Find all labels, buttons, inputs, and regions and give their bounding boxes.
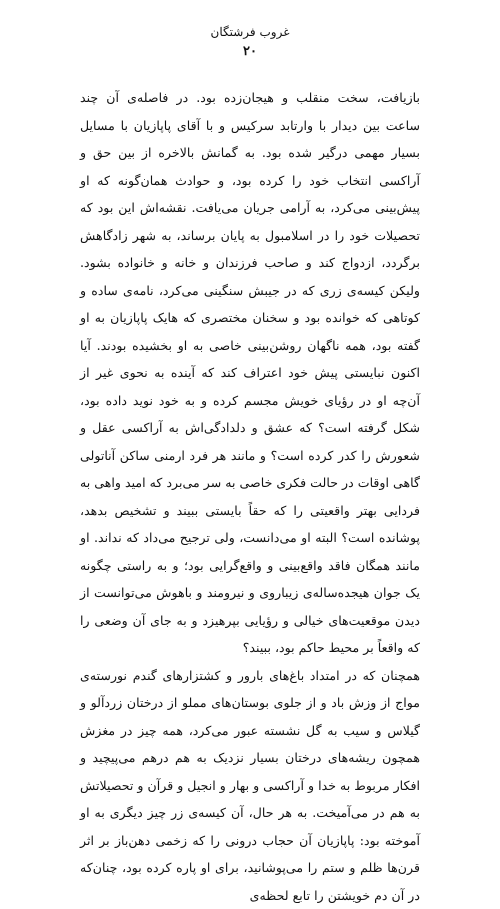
body-text <box>80 84 420 909</box>
paragraph: بازیافت، سخت منقلب و هیجان‌زده بود. در فاصله‌ی آن چند ساعت بین دیدار با وارتابد سرکیس و با آقای پاپازیان با مسایل بسیار مهمی درگیر شده بود. به گمانش بالاخره از بین حق و آراکسی انتخاب خود را کرده بود، و حوادث همان‌گونه که او پیش‌بینی می‌کرد، به آرامی جریان می‌یافت. نقشه‌اش این بود که تحصیلات خود را در اسلامبول به پایان برساند، به شهر زادگاهش برگردد، ازدواج کند و صاحب فرزندان و خانه و خانواده بشود. ولیکن کیسه‌ی زری که در جیبش سنگینی می‌کرد، نامه‌ی ساده و کوتاهی که خوانده بود و سخنان مختصری که هایک پاپازیان به او گفته بود، همه ناگهان روشن‌بینی خاصی به او بخشیده بودند. آیا اکنون نبایستی پیش خود اعتراف کند که آینده به نحوی غیر از آن‌چه او در رؤیای خویش مجسم کرده و به خود نوید داده بود، شکل گرفته است؟ که عشق و دلدادگی‌اش به آراکسی عقل و شعورش را کدر کرده است؟ و مانند هر فرد ارمنی ساکن آناتولی گاهی اوقات در حالت فکری خاصی به سر می‌برد که امید واهی به فردایی بهتر واقعیتی را که حقاً بایستی ببیند و تشخیص بدهد، پوشانده است؟ البته او می‌دانست، ولی ترجیح می‌داد که نداند. او مانند همگان فاقد واقع‌بینی و واقع‌گرایی بود؛ و به راستی چگونه یک جوان هیجده‌ساله‌ی زیباروی و نیرومند و باهوش می‌توانست از دیدن موقعیت‌های خیالی و رؤیایی بپرهیزد و به جای آن وضعی را که واقعاً بر محیط حاکم بود، ببیند؟ <box>80 84 420 662</box>
page-header <box>0 24 500 60</box>
paragraph: همچنان که در امتداد باغ‌های بارور و کشتزارهای گندم نورسته‌ی مواج از وزش باد و از جلوی بوستان‌های مملو از درختان زردآلو و گیلاس و سیب به گل نشسته عبور می‌کرد، همه چیز در مغزش همچون ریشه‌های درختان بسیار نزدیک به هم درهم می‌پیچید و افکار مربوط به خدا و آراکسی و بهار و انجیل و قرآن و تحصیلاتش به هم در می‌آمیخت. به هر حال، آن کیسه‌ی زر چیز دیگری به او آموخته بود: پاپازیان آن حجاب درونی را که زخمی دهن‌باز بر اثر قرن‌ها ظلم و ستم را می‌پوشانید، برای او پاره کرده بود، چنان‌که در آن دم خویشتن را تابع لحظه‌ی <box>80 662 420 909</box>
page-number: ۲۰ <box>0 44 500 60</box>
running-title: غروب فرشتگان <box>0 24 500 40</box>
